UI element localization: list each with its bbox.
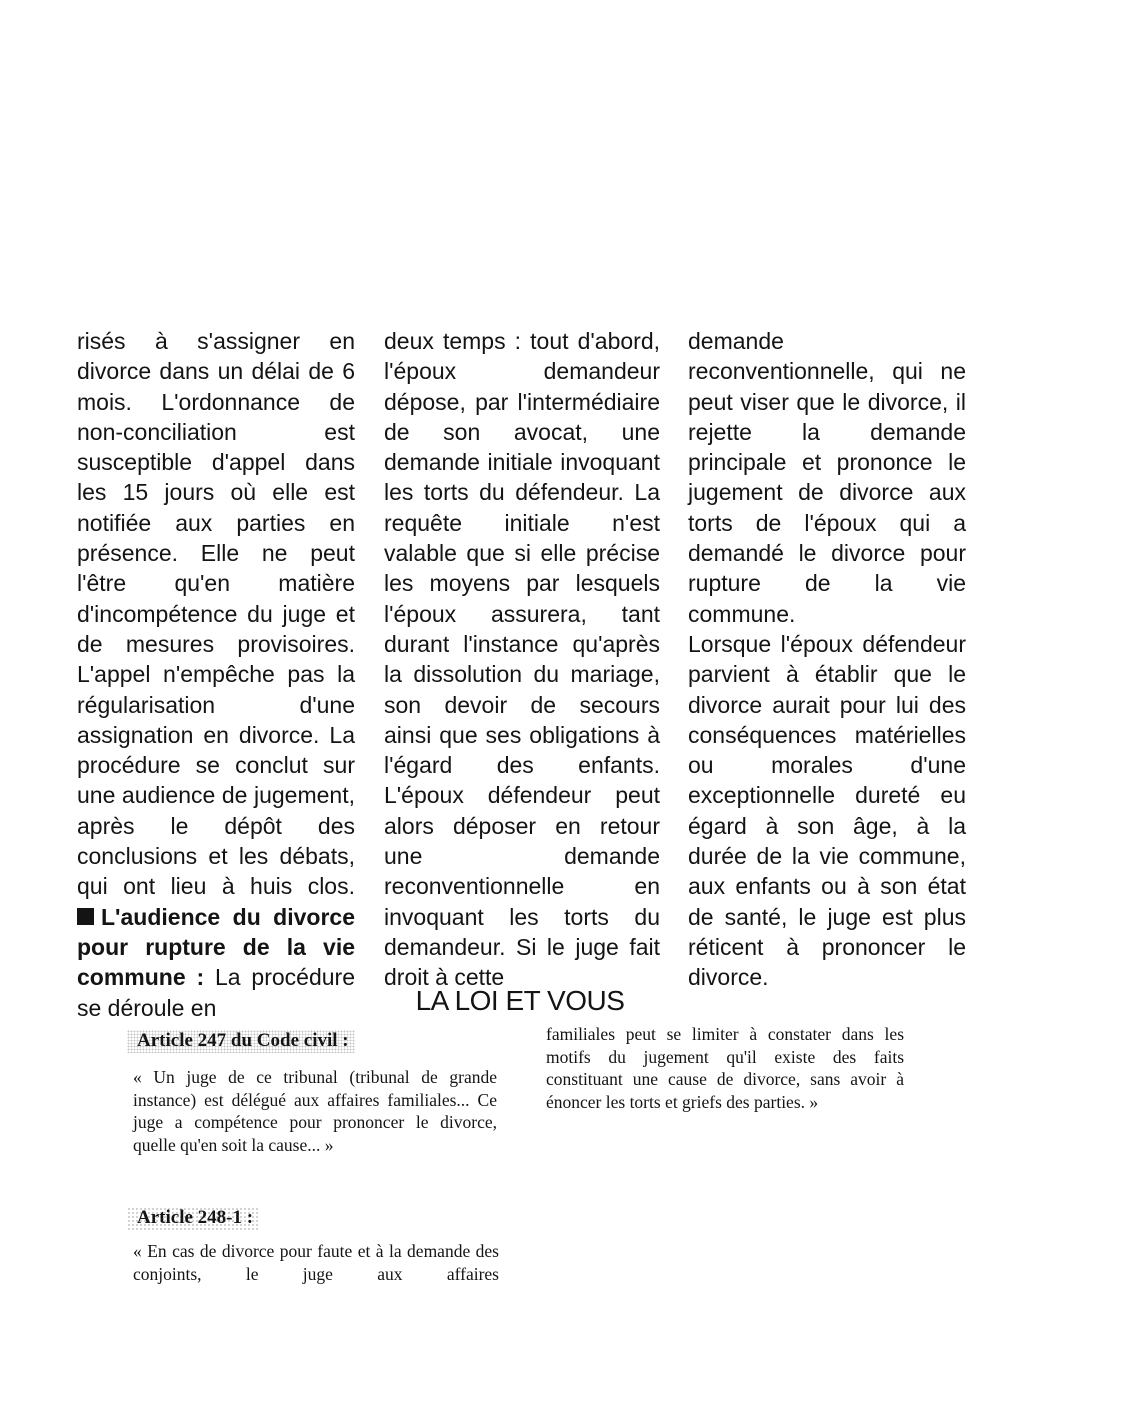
article-quote: « Un juge de ce tribunal (tribunal de grande instance) est délégué aux affaires familiales... Ce juge a compétence pour prononcer le divorce, quelle qu'en soit la cause... »	[133, 1067, 497, 1155]
article-heading: Article 248-1 :	[127, 1207, 259, 1230]
paragraph: demande reconventionnelle, qui ne peut viser que le divorce, il rejette la demande principale et prononce le jugement de divorce aux torts de l'époux qui a demandé le divorce pour rupture de la vie commune.	[688, 328, 966, 627]
article-heading: Article 247 du Code civil :	[127, 1030, 355, 1053]
article-quote: « En cas de divorce pour faute et à la demande des conjoints, le juge aux affaires	[133, 1241, 499, 1284]
subhead: L'audience du divorce pour rupture de la vie commune :	[77, 903, 355, 991]
article-text	[133, 1240, 499, 1285]
text-column-3	[688, 326, 966, 993]
text-column-1	[77, 326, 355, 1023]
subhead-text: La procédure se déroule en	[77, 964, 355, 1021]
paragraph: deux temps : tout d'abord, l'époux demandeur dépose, par l'intermédiaire de son avocat, une demande initiale invoquant les torts du défendeur. La requête initiale n'est valable que si elle précise les moyens par lesquels l'époux assurera, tant durant l'instance qu'après la dissolution du mariage, son devoir de secours ainsi que ses obligations à l'égard des enfants.	[384, 328, 660, 779]
article-quote-continued: familiales peut se limiter à constater dans les motifs du jugement qu'il existe des faits constituant une cause de divorce, sans avoir à énoncer les torts et griefs des parties. »	[546, 1024, 904, 1112]
paragraph: risés à s'assigner en divorce dans un délai de 6 mois. L'ordonnance de non-conciliation est susceptible d'appel dans les 15 jours où elle est notifiée aux parties en présence. Elle ne peut l'être qu'en matière d'incompétence du juge et de mesures provisoires. L'appel n'empêche pas la régularisation d'une assignation en divorce. La procédure se conclut sur une audience de jugement, après le dépôt des conclusions et les débats, qui ont lieu à huis clos.	[77, 328, 355, 900]
square-bullet-icon	[77, 908, 94, 925]
subhead-paragraph	[77, 902, 355, 1023]
text-column-2	[384, 326, 660, 993]
section-title: LA LOI ET VOUS	[415, 985, 625, 1016]
paragraph: Lorsque l'époux défendeur parvient à établir que le divorce aurait pour lui des conséquences matérielles ou morales d'une exceptionnelle dureté eu égard à son âge, à la durée de la vie commune, aux enfants ou à son état de santé, le juge est plus réticent à prononcer le divorce.	[688, 630, 966, 991]
article-text	[133, 1066, 497, 1156]
article-text-continuation	[546, 1023, 904, 1113]
paragraph: L'époux défendeur peut alors déposer en retour une demande reconventionnelle en invoquant les torts du demandeur. Si le juge fait droit à cette	[384, 782, 660, 991]
